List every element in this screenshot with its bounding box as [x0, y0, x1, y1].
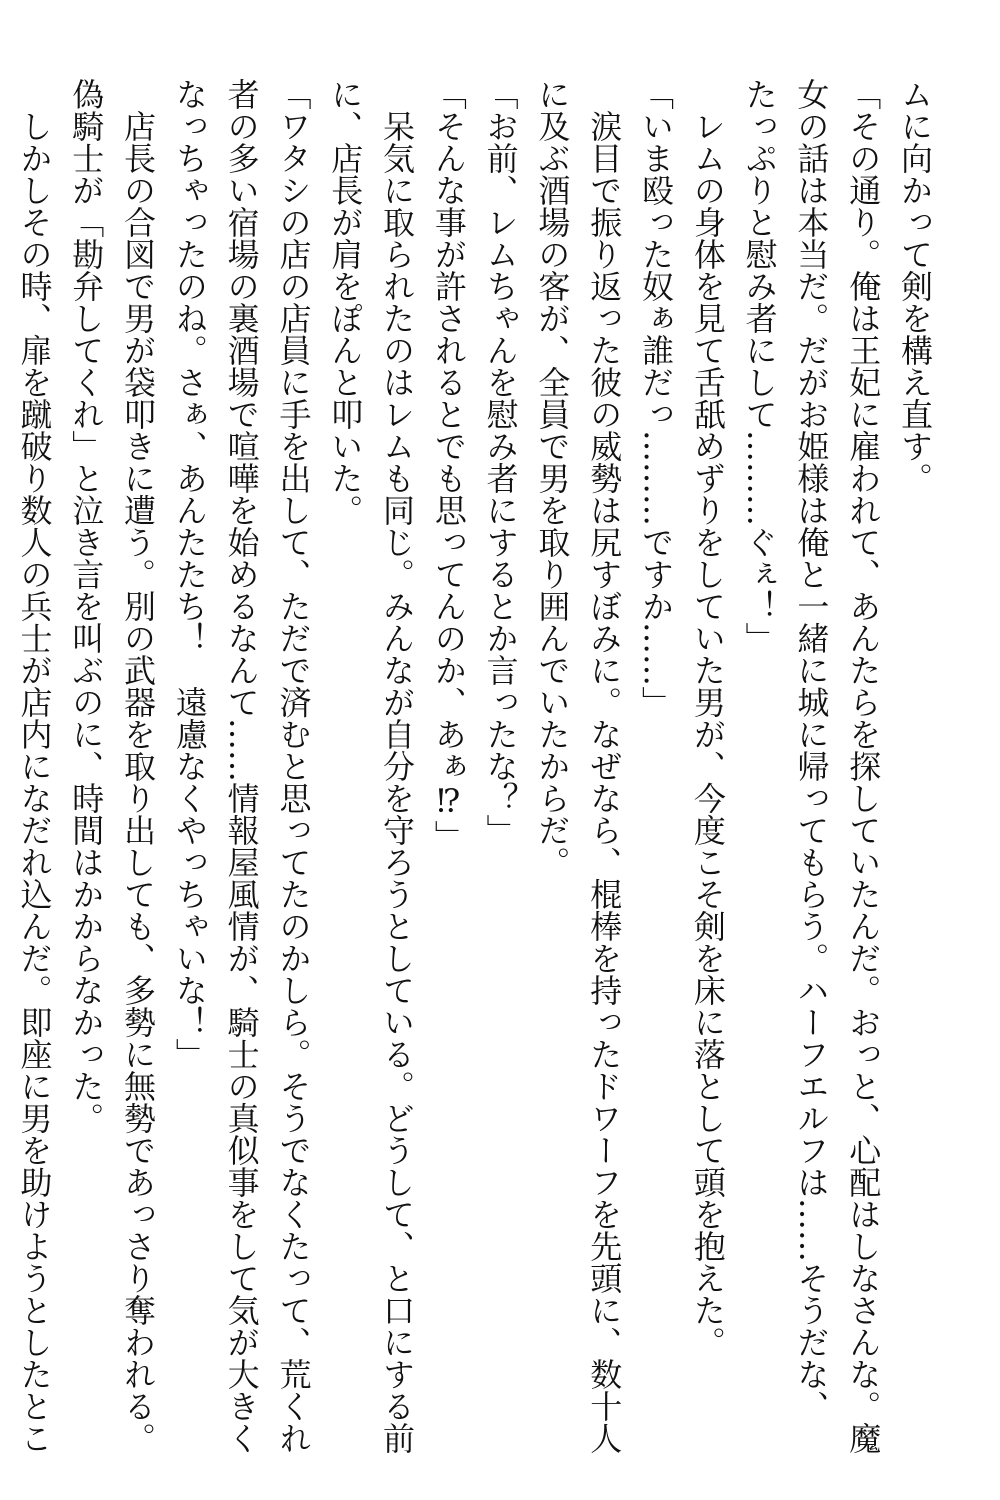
text-line: に及ぶ酒場の客が、全員で男を取り囲んでいたからだ。 [533, 78, 572, 878]
text-line: たっぷりと慰み者にして………ぐぇ！」 [740, 78, 779, 654]
text-line: なっちゃったのね。さぁ、あんたたち！ 遠慮なくやっちゃいな！」 [170, 78, 209, 1070]
text-line: 「お前、レムちゃんを慰み者にするとか言ったな？」 [481, 78, 520, 846]
text-line: に、店長が肩をぽんと叩いた。 [326, 78, 365, 526]
text-line: 呆気に取られたのはレムも同じ。みんなが自分を守ろうとしている。どうして、と口にする前 [378, 78, 417, 1454]
text-line: 「そんな事が許されるとでも思ってんのか、あぁ⁉」 [429, 78, 468, 852]
text-line: 者の多い宿場の裏酒場で喧嘩を始めるなんて……情報屋風情が、騎士の真似事をして気が大きく [222, 78, 261, 1454]
text-line: 「その通り。俺は王妃に雇われて、あんたらを探していたんだ。おっと、心配はしなさんな。魔 [844, 78, 883, 1454]
text-line: レムの身体を見て舌舐めずりをしていた男が、今度こそ剣を床に落として頭を抱えた。 [688, 78, 727, 1358]
text-line: しかしその時、扉を蹴破り数人の兵士が店内になだれ込んだ。即座に男を助けようとしたとこ [15, 78, 54, 1454]
text-line: 女の話は本当だ。だがお姫様は俺と一緒に城に帰ってもらう。ハーフエルフは……そうだな、 [792, 78, 831, 1422]
vertical-text-body [8, 78, 940, 1454]
text-line: 「いま殴った奴ぁ誰だっ………ですか……」 [637, 78, 676, 718]
text-line: 涙目で振り返った彼の威勢は尻すぼみに。なぜなら、棍棒を持ったドワーフを先頭に、数十人 [585, 78, 624, 1454]
text-line: ムに向かって剣を構え直す。 [896, 78, 934, 494]
text-line: 店長の合図で男が袋叩きに遭う。別の武器を取り出しても、多勢に無勢であっさり奪われる。 [119, 78, 158, 1454]
text-line: 偽騎士が「勘弁してくれ」と泣き言を叫ぶのに、時間はかからなかった。 [67, 78, 106, 1134]
text-line: 「ワタシの店の店員に手を出して、ただで済むと思ってたのかしら。そうでなくたって、荒くれ [274, 78, 313, 1454]
